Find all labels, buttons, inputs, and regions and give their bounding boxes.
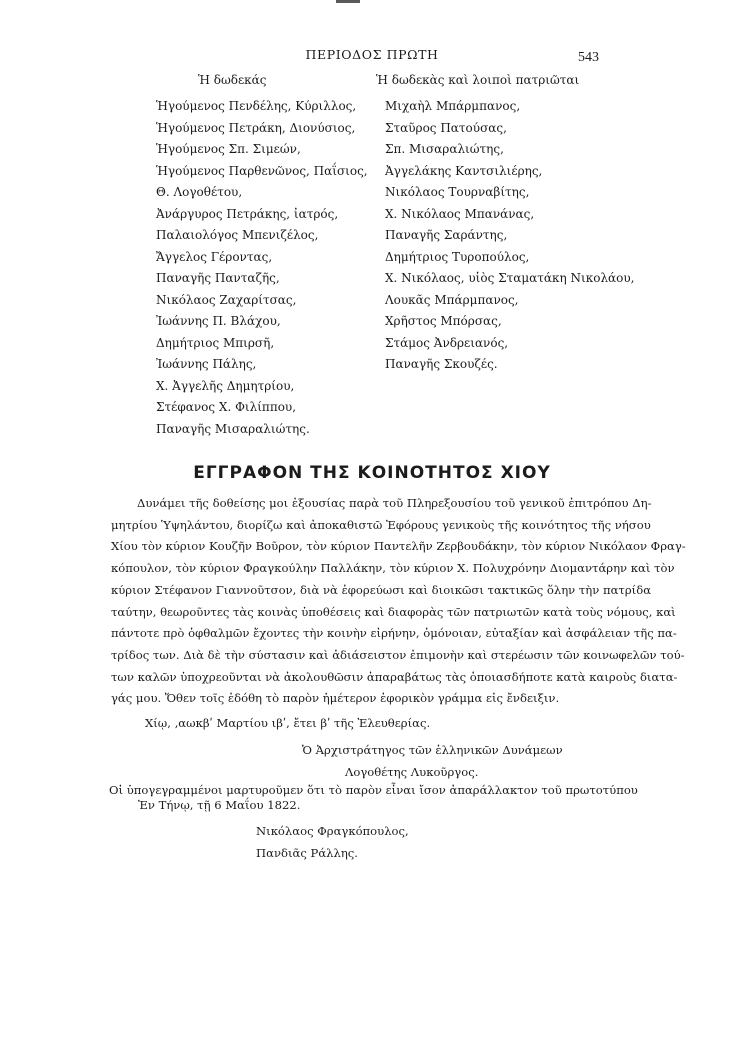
page-number: 543 <box>578 50 599 65</box>
left-signatory-column <box>156 72 368 440</box>
place-date: Χίῳ, ‚αωκβʹ Μαρτίου ιβʹ, ἔτει βʹ τῆς Ἐλευθερίας. <box>145 716 431 730</box>
list-item: Στέφανος Χ. Φιλίππου, <box>156 400 297 414</box>
list-item: Νικόλαος Ζαχαρίτσας, <box>156 292 297 307</box>
signoff-title: Ὁ Ἀρχιστράτηγος τῶν ἑλληνικῶν Δυνάμεων <box>302 743 563 757</box>
list-item: Παναγῆς Μισαραλιώτης. <box>156 421 310 436</box>
attestation-date: Ἐν Τήνῳ, τῇ 6 Μαΐου 1822. <box>138 798 301 812</box>
body-line: ταύτην, θεωροῦντες τὰς κοινὰς ὑποθέσεις καὶ διαφορὰς τῶν πατριωτῶν κατὰ τοὺς νόμους, καὶ <box>111 604 676 619</box>
list-item: Χρῆστος Μπόρσας, <box>385 314 502 328</box>
list-item: Ἄγγελος Γέροντας, <box>156 249 273 264</box>
list-item: Μιχαὴλ Μπάρμπανος, <box>385 99 521 113</box>
list-item: Ἡγούμενος Παρθενῶνος, Παΐσιος, <box>156 163 368 178</box>
list-item: Ἰωάννης Πάλης, <box>156 357 257 371</box>
list-item: Χ. Νικόλαος, υἱὸς Σταματάκη Νικολάου, <box>385 271 635 285</box>
list-item: Ἡγούμενος Πενδέλης, Κύριλλος, <box>156 99 357 113</box>
list-item: Παναγῆς Σκουζές. <box>385 357 498 371</box>
list-item: Ἡγούμενος Σπ. Σιμεών, <box>156 142 301 156</box>
list-item: Χ. Ἀγγελῆς Δημητρίου, <box>156 378 295 393</box>
left-column-title: Ἡ δωδεκάς <box>198 73 267 87</box>
signer-name: Πανδιᾶς Ράλλης. <box>256 846 358 860</box>
list-item: Δημήτριος Μπιρσῆ, <box>156 335 275 350</box>
body-line: τρίδος των. Διὰ δὲ τὴν σύστασιν καὶ ἀδιάσειστον ἐπιμονὴν καὶ στερέωσιν τῶν κοινωφελῶν τού- <box>111 647 685 662</box>
list-item: Ἀγγελάκης Καντσιλιέρης, <box>385 163 543 178</box>
list-item: Σπ. Μισαραλιώτης, <box>385 142 504 156</box>
page-top-mark <box>336 0 360 3</box>
body-line: Δυνάμει τῆς δοθείσης μοι ἐξουσίας παρὰ τοῦ Πληρεξουσίου τοῦ γενικοῦ ἐπιτρόπου Δη- <box>137 496 652 510</box>
list-item: Νικόλαος Τουρναβίτης, <box>385 185 530 199</box>
list-item: Δημήτριος Τυροπούλος, <box>385 249 530 264</box>
list-item: Ἡγούμενος Πετράκη, Διονύσιος, <box>156 120 356 135</box>
body-paragraph <box>111 493 686 710</box>
list-item: Παναγῆς Πανταζῆς, <box>156 271 280 285</box>
document-title: ΕΓΓΡΑΦΟΝ ΤΗΣ ΚΟΙΝΟΤΗΤΟΣ ΧΙΟΥ <box>193 463 551 483</box>
document-body <box>111 493 686 710</box>
list-item: Παναγῆς Σαράντης, <box>385 228 508 242</box>
body-line: κόπουλον, τὸν κύριον Φραγκούλην Παλλάκην, τὸν κύριον Χ. Πολυχρόνην Διομαντάρην καὶ τὸν <box>111 561 675 576</box>
list-item: Ἀνάργυρος Πετράκης, ἰατρός, <box>156 206 339 221</box>
left-name-list <box>156 96 368 440</box>
body-line: γάς μου. Ὅθεν τοῖς ἐδόθη τὸ παρὸν ἡμέτερον ἐφορικὸν γράμμα εἰς ἔνδειξιν. <box>111 691 560 706</box>
list-item: Χ. Νικόλαος Μπανάνας, <box>385 206 535 221</box>
right-name-list <box>367 96 635 376</box>
right-signatory-column <box>367 72 635 376</box>
signer-name: Νικόλαος Φραγκόπουλος, <box>256 824 409 838</box>
body-line: πάντοτε πρὸ ὀφθαλμῶν ἔχοντες τὴν κοινὴν εἰρήνην, ὁμόνοιαν, εὐταξίαν καὶ ἀσφάλειαν τῆς πα- <box>111 626 677 641</box>
list-item: Παλαιολόγος Μπενιζέλος, <box>156 228 319 242</box>
list-item: Σταῦρος Πατούσας, <box>385 120 507 135</box>
running-head: ΠΕΡΙΟΔΟΣ ΠΡΩΤΗ <box>305 47 439 62</box>
body-line: των καλῶν ὑποχρεοῦνται νὰ ἀκολουθῶσιν ἀπαραβάτως τὰς ὁποιασδήποτε κατὰ καιροὺς διατα- <box>111 669 678 684</box>
list-item: Ἰωάννης Π. Βλάχου, <box>156 314 281 328</box>
list-item: Στάμος Ἀνδρειανός, <box>385 335 509 350</box>
signoff-name: Λογοθέτης Λυκοῦργος. <box>345 765 479 779</box>
list-item: Θ. Λογοθέτου, <box>156 185 243 199</box>
attestation: Οἱ ὑπογεγραμμένοι μαρτυροῦμεν ὅτι τὸ παρὸν εἶναι ἴσον ἀπαράλλακτον τοῦ πρωτοτύπου <box>109 783 638 797</box>
list-item: Λουκᾶς Μπάρμπανος, <box>385 292 519 307</box>
right-column-title: Ἡ δωδεκὰς καὶ λοιποὶ πατριῶται <box>376 73 580 87</box>
body-line: μητρίου Ὑψηλάντου, διορίζω καὶ ἀποκαθιστῶ Ἐφόρους γενικοὺς τῆς κοινότητος τῆς νήσου <box>111 517 651 532</box>
body-line: Χίου τὸν κύριον Κουζῆν Βοῦρον, τὸν κύριον Παντελῆν Ζερβουδάκην, τὸν κύριον Νικόλαον Φραγ- <box>111 539 686 554</box>
body-line: κύριον Στέφανον Γιαννοῦτσον, διὰ νὰ ἐφορεύωσι καὶ διοικῶσι τακτικῶς ὅλην τὴν πατρίδα <box>111 582 652 597</box>
